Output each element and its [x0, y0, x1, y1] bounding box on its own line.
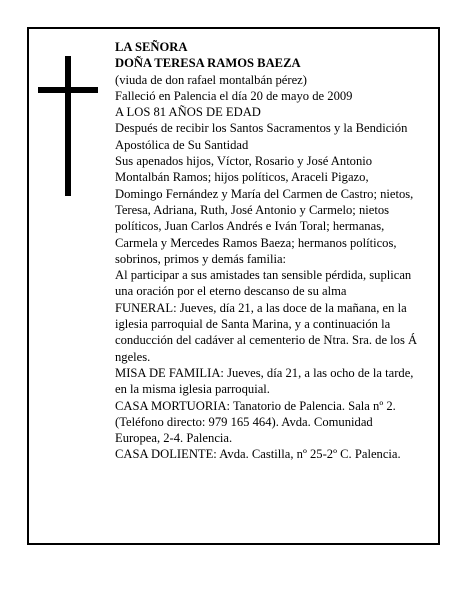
obituary-text: [115, 39, 419, 463]
death-date: Falleció en Palencia el día 20 de mayo de 2009: [115, 88, 353, 103]
prayer-request: Al participar a sus amistades tan sensible pérdida, suplican una oración por el eterno descanso de su alma: [115, 268, 412, 299]
cross-horizontal-bar: [38, 87, 98, 93]
heading-title: LA SEÑORA: [115, 40, 188, 54]
family-home-info: CASA DOLIENTE: Avda. Castilla, nº 25-2º C. Palencia.: [115, 447, 401, 462]
cross-vertical-bar: [65, 56, 71, 196]
age-line: A LOS 81 AÑOS DE EDAD: [115, 105, 261, 120]
deceased-name: DOÑA TERESA RAMOS BAEZA: [115, 56, 301, 71]
sacraments-line: Después de recibir los Santos Sacramentos y la Bendición Apostólica de Su Santidad: [115, 121, 408, 152]
latin-cross-icon: [38, 56, 98, 196]
funeral-info: FUNERAL: Jueves, día 21, a las doce de la mañana, en la iglesia parroquial de Santa Marina, y a continuación la conducción del cadáver al cementerio de Ntra. Sra. de los Á ngeles.: [115, 300, 418, 364]
widow-note: (viuda de don rafael montalbán pérez): [115, 72, 307, 87]
funeral-home-info: CASA MORTUORIA: Tanatorio de Palencia. Sala nº 2. (Teléfono directo: 979 165 464). Avda. Comunidad Europea, 2-4. Palencia.: [115, 398, 396, 446]
family-list: Sus apenados hijos, Víctor, Rosario y José Antonio Montalbán Ramos; hijos políticos, Araceli Pigazo, Domingo Fernández y María del Carmen de Castro; nietos, Teresa, Adriana, Ruth, José Antonio y Carmelo; nietos políticos, Juan Carlos Andrés e Iván Toral; hermanas, Carmela y Mercedes Ramos Baeza; hermanos políticos, sobrinos, primos y demás familia:: [115, 154, 414, 266]
family-mass-info: MISA DE FAMILIA: Jueves, día 21, a las ocho de la tarde, en la misma iglesia parroquial.: [115, 365, 414, 397]
